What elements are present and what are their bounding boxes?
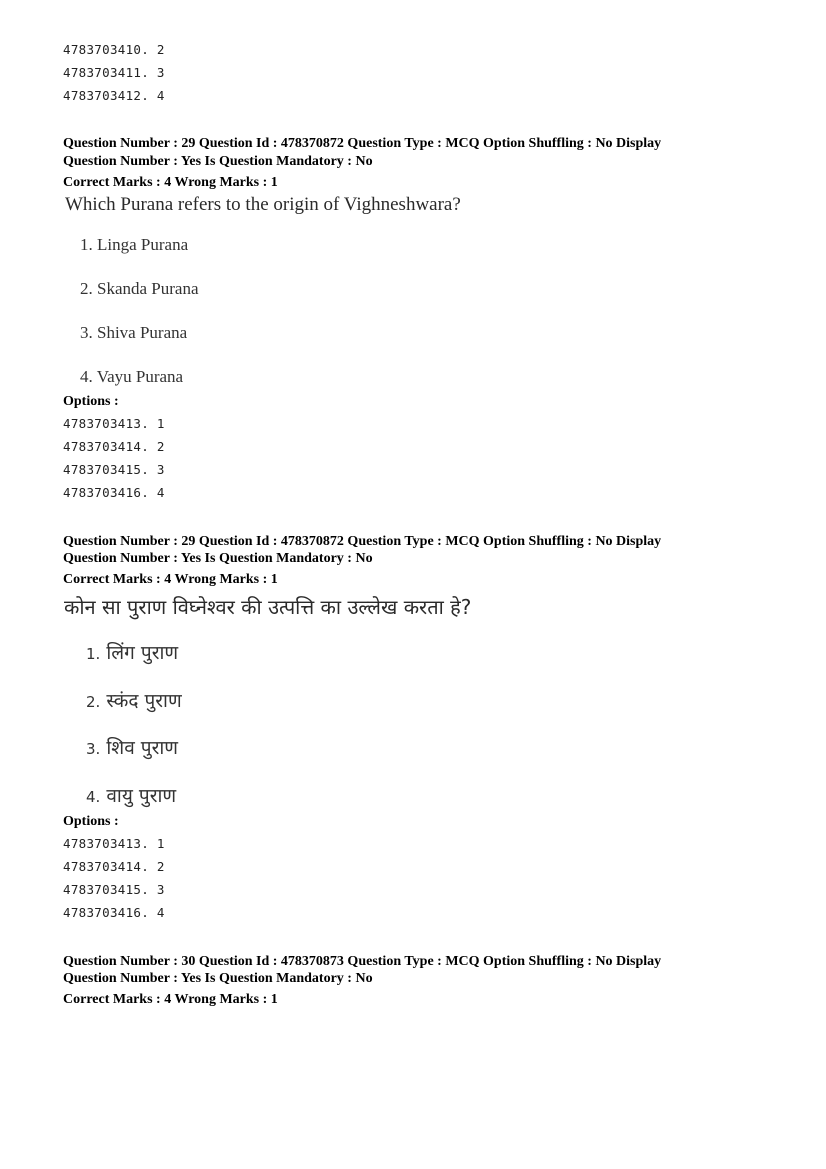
- question-meta-line: Question Number : 30 Question Id : 478370873 Question Type : MCQ Option Shuffling : No Display: [63, 954, 662, 969]
- option-id-line: 4783703416. 4: [63, 485, 165, 500]
- answer-choice-hindi: [86, 735, 178, 762]
- choice-number: 3.: [86, 740, 101, 758]
- answer-choice: 3. Shiva Purana: [80, 323, 188, 342]
- option-id-line: 4783703414. 2: [63, 859, 165, 874]
- marks-line: Correct Marks : 4 Wrong Marks : 1: [63, 175, 278, 190]
- options-label: Options :: [63, 814, 119, 829]
- option-id-line: 4783703415. 3: [63, 462, 165, 477]
- question-meta-line: Question Number : 29 Question Id : 478370872 Question Type : MCQ Option Shuffling : No Display: [63, 136, 662, 151]
- choice-number: 4.: [86, 788, 101, 806]
- option-id-line: 4783703411. 3: [63, 65, 165, 80]
- answer-choice: 4. Vayu Purana: [80, 367, 184, 386]
- answer-choice-hindi: [86, 640, 178, 667]
- option-id-line: 4783703413. 1: [63, 836, 165, 851]
- choice-text: स्कंद पुराण: [106, 690, 182, 712]
- option-id-line: 4783703414. 2: [63, 439, 165, 454]
- option-id-line: 4783703416. 4: [63, 905, 165, 920]
- choice-text: लिंग पुराण: [106, 642, 179, 664]
- choice-number: 2.: [86, 693, 101, 711]
- answer-choice: 2. Skanda Purana: [80, 279, 199, 298]
- question-meta-line: Question Number : Yes Is Question Mandatory : No: [63, 971, 373, 986]
- answer-choice-hindi: [86, 688, 182, 715]
- marks-line: Correct Marks : 4 Wrong Marks : 1: [63, 572, 278, 587]
- answer-choice: 1. Linga Purana: [80, 235, 189, 254]
- option-id-line: 4783703412. 4: [63, 88, 165, 103]
- question-text: Which Purana refers to the origin of Vighneshwara?: [65, 194, 461, 215]
- options-label: Options :: [63, 394, 119, 409]
- option-id-line: 4783703413. 1: [63, 416, 165, 431]
- question-text-hindi: कोन सा पुराण विघ्नेश्वर की उत्पत्ति का उल्लेख करता हे?: [64, 595, 472, 619]
- option-id-line: 4783703410. 2: [63, 42, 165, 57]
- answer-choice-hindi: [86, 783, 176, 810]
- question-meta-line: Question Number : 29 Question Id : 478370872 Question Type : MCQ Option Shuffling : No Display: [63, 534, 662, 549]
- marks-line: Correct Marks : 4 Wrong Marks : 1: [63, 992, 278, 1007]
- question-meta-line: Question Number : Yes Is Question Mandatory : No: [63, 154, 373, 169]
- question-meta-line: Question Number : Yes Is Question Mandatory : No: [63, 551, 373, 566]
- choice-text: शिव पुराण: [106, 737, 179, 759]
- choice-text: वायु पुराण: [106, 785, 177, 807]
- option-id-line: 4783703415. 3: [63, 882, 165, 897]
- choice-number: 1.: [86, 645, 101, 663]
